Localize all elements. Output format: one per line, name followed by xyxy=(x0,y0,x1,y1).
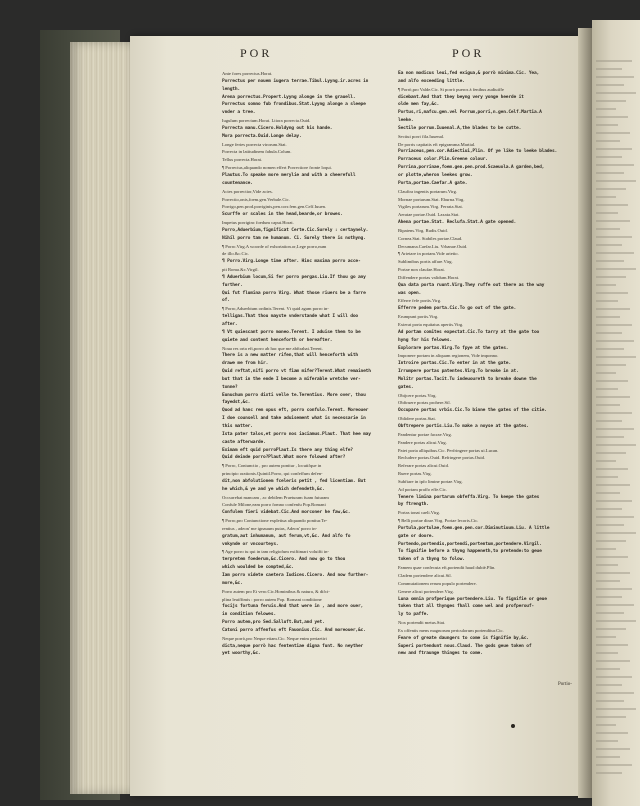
text-line: Obftrepere portis.Liu.To make a noyse at the gates. xyxy=(398,423,529,429)
text-line: more,&c. xyxy=(222,580,243,586)
next-page-text-trace xyxy=(596,156,622,158)
text-line: There is a new matter rifen,that will henceforth with xyxy=(222,353,358,359)
text-line: hyng for his felowes. xyxy=(398,337,452,343)
next-page-text-trace xyxy=(596,212,618,214)
next-page-text-trace xyxy=(596,508,622,510)
text-line: ly to paffe. xyxy=(398,612,429,618)
text-line: Confulem fieri videbat.Cic.And morconer he faw,&c. xyxy=(222,510,351,516)
text-line: Nox portendit metus.Stat. xyxy=(398,620,446,626)
text-line: dicta,neque porrò hac fententiae digna funt. No neyther xyxy=(222,643,364,649)
running-head-left: POR xyxy=(240,46,273,60)
text-line: he which,& ye and ye which defendeth,&c. xyxy=(222,486,325,492)
text-line: Luna omnia profperique portendere.Liu. To fignifie or geue xyxy=(398,596,547,602)
text-line: token of a thyng to folow. xyxy=(398,557,465,563)
text-line: Mornae portarum.Stat. Eburna.Virg. xyxy=(398,196,465,202)
text-line: Porro autem pro Et vero.Cic.Hominibus & natura, & difci- xyxy=(222,588,330,594)
next-page-text-trace xyxy=(596,236,632,238)
text-line: vnder a tree. xyxy=(222,110,256,116)
text-line: ¶ Porro.Virg.Longe time after. Hinc maxima porro acce- xyxy=(222,259,361,265)
text-line: ¶ Aduerbium locum,Si fer porro pergas.Liu.If thou go any xyxy=(222,274,366,280)
text-line: Arena porrectus.Propert.Lyyng alonge in the grauell. xyxy=(222,94,356,100)
next-page-text-trace xyxy=(596,140,620,142)
text-line: Ruere portas.Virg. xyxy=(398,471,432,477)
next-page-text-trace xyxy=(596,532,636,534)
text-line: further. xyxy=(222,282,243,288)
text-line: de illo.&c.Cic. xyxy=(222,251,250,257)
text-line: Scurffe or scales in the head,bearde,or browes. xyxy=(222,212,343,218)
text-line: Quid deinde porro?Plaut.What more folowed after? xyxy=(222,455,346,461)
next-page-text-trace xyxy=(596,260,624,262)
text-line: Porrigo,pen.prod.porriginis,pen.corr.fem.gen.Celf.Iuuen. xyxy=(222,204,327,210)
text-line: Bipatens.Virg. Rudis.Ouid. xyxy=(398,227,448,233)
next-page-text-trace xyxy=(596,420,622,422)
text-line: ¶ Porro, Coniunctio , pro autem ponitur , locutifque in xyxy=(222,463,322,469)
text-line: Introire portas.Cic.To enter in at the gate. xyxy=(398,361,511,367)
next-page-text-trace xyxy=(596,68,622,70)
text-line: Ante fores porrectus.Horat. xyxy=(222,71,273,76)
next-page-text-trace xyxy=(596,100,626,102)
text-line: Sublimibus portis affare.Virg. xyxy=(398,259,453,265)
next-page-text-trace xyxy=(596,172,624,174)
text-line: I doe counsell and take aduisement what is necessarie in xyxy=(222,416,366,422)
text-line: ¶ Porro.Virg.A woorde of exhortation.or,Lege porro,num xyxy=(222,243,327,249)
text-line: Porro,Aduerbium,fignificat Certe.Cic.Surely : certaynely. xyxy=(222,227,369,233)
text-line: Longe feries porrecta virorum.Stat. xyxy=(222,141,287,147)
next-page-text-trace xyxy=(596,292,628,294)
next-page-text-trace xyxy=(596,340,634,342)
next-page-text-trace xyxy=(596,116,628,118)
text-line: Catoni porro affenfus eft Fauonius.Cic. And moreouer,&c. xyxy=(222,627,366,633)
next-page-text-trace xyxy=(596,188,626,190)
ink-dot xyxy=(511,724,515,728)
text-line: Porrecta in latitudinem fabula.Colum. xyxy=(222,149,292,155)
next-page-text-trace xyxy=(596,636,616,638)
next-page-text-trace xyxy=(596,124,618,126)
next-page-text-trace xyxy=(596,492,620,494)
text-line: Sectile porrum.Iuuenal.A,the blades to be cutte. xyxy=(398,125,522,131)
next-page-text-trace xyxy=(596,84,624,86)
text-line: drawe me from hir. xyxy=(222,361,269,367)
next-page-text-trace xyxy=(596,364,626,366)
text-line: leeke. xyxy=(398,118,414,124)
next-page-text-trace xyxy=(596,628,626,630)
text-line: which woulded be compted,&c. xyxy=(222,565,294,571)
text-line: Noua res orta eft,porro ab hac que me abftrahat.Terent. xyxy=(222,345,323,351)
text-line: Ad portam comites expectat.Cic.To tarry at the gate too xyxy=(398,329,540,335)
next-page-text-trace xyxy=(596,572,630,574)
text-line: Obftruere portas prohere.Sil. xyxy=(398,400,451,406)
text-line: ¶ Porrò,pro Valde.Cic. Si porrò pueros à fenibus audiuiffe xyxy=(398,86,504,92)
next-page-text-trace xyxy=(596,516,634,518)
text-line: Commutationem rerum populo portendere. xyxy=(398,580,477,586)
text-line: Ista pater talos,et porro nos iaciamus.Plaut. That hee may xyxy=(222,431,371,437)
next-page-text-trace xyxy=(596,564,618,566)
text-line: principio orationis.Quintil.Porro, qui confeffum defen- xyxy=(222,471,323,477)
next-page-text-trace xyxy=(596,556,628,558)
text-line: Subftare in ipfo limine portae.Virg. xyxy=(398,478,463,484)
next-page-text-trace xyxy=(596,108,616,110)
text-line: Oblidere portas.Stat. xyxy=(398,416,436,422)
next-page-text-trace xyxy=(596,476,618,478)
left-column xyxy=(222,70,400,658)
text-line: this matter. xyxy=(222,423,253,429)
text-line: Quod ad hanc rem opus eft, porro confulo.Terent. Moreouer xyxy=(222,408,369,414)
text-line: but that in the ende I become a miferable wretche ver- xyxy=(222,376,361,382)
text-line: Porrectus somno fub frondibus.Stat.Lyyng alonge a sleepe xyxy=(222,102,366,108)
right-page-edge xyxy=(592,20,640,806)
next-page-text-trace xyxy=(596,276,626,278)
text-line: Aeratae portae.Ouid. Laxata.Stat. xyxy=(398,212,460,218)
text-line: was open. xyxy=(398,290,422,296)
next-page-text-trace xyxy=(596,220,630,222)
next-page-text-trace xyxy=(596,708,636,710)
next-page-text-trace xyxy=(596,444,636,446)
text-line: pit Roma.&c.Virgil. xyxy=(222,267,259,273)
text-line: Ad portam praffo effe.Cic. xyxy=(398,486,447,492)
text-line: Recludere portas.Ouid. Refringere portas.Ouid. xyxy=(398,455,486,461)
next-page-text-trace xyxy=(596,92,636,94)
next-page-text-trace xyxy=(596,460,616,462)
next-page-text-trace xyxy=(596,436,624,438)
next-page-text-trace xyxy=(596,764,632,766)
text-line: Portula,portulae,foem.gen.pen.cor.Diminutiuum.Liu. A little xyxy=(398,525,550,531)
next-page-text-trace xyxy=(596,588,632,590)
right-column xyxy=(398,70,576,658)
text-line: after. xyxy=(222,322,238,327)
next-page-text-trace xyxy=(596,484,630,486)
next-page-text-trace xyxy=(596,76,634,78)
text-line: telligas.That thou mayste vnderstande what I will doo xyxy=(222,314,358,320)
text-line: Feare of greate daungers to come is fignifie by,&c. xyxy=(398,635,529,641)
text-line: Ex offentis mens magnorum periculorum portenditur.Cic. xyxy=(398,627,504,633)
text-line: of. xyxy=(222,298,230,304)
next-page-text-trace xyxy=(596,324,632,326)
next-page-text-trace xyxy=(596,372,616,374)
text-line: Occupare portas vrbis.Cic.To binne the gates of the citie. xyxy=(398,408,547,414)
next-page-text-trace xyxy=(596,604,634,606)
text-line: Efferre pedem porta.Cic.To go out of the gate. xyxy=(398,306,517,312)
text-line: gate or doore. xyxy=(398,533,434,539)
text-line: Iam porro videte caetera Iudices.Cicero. And now further- xyxy=(222,573,369,578)
text-line: olde men fay,&c. xyxy=(398,102,440,108)
next-page-text-trace xyxy=(596,548,616,550)
next-page-text-trace xyxy=(596,380,628,382)
text-line: Decumana.Caefar.Liu. Vrbanae.Ouid. xyxy=(398,243,468,249)
text-line: fayedst,&c. xyxy=(222,400,251,406)
text-line: gates. xyxy=(398,384,414,390)
text-line: Eunuchum porro dixti velle te.Terentius. More over, thou xyxy=(222,392,366,398)
text-line: Efferre fefe portis.Virg. xyxy=(398,298,442,304)
text-line: Irrumpere portas patentes.Virg.To breake in at. xyxy=(398,369,519,375)
text-line: Diffendere portas validum.Horat. xyxy=(398,274,460,280)
text-line: vnkynde or vncourteys. xyxy=(222,541,279,547)
text-line: Porraceus color.Plin.Greene colour. xyxy=(398,157,488,163)
text-line: quiete and content henceforth or hereafter. xyxy=(222,337,333,343)
next-page-text-trace xyxy=(596,732,628,734)
next-page-text-trace xyxy=(596,676,632,678)
next-page-text-trace xyxy=(596,148,632,150)
next-page-text-trace xyxy=(596,500,632,502)
text-line: and alfo exceeding little. xyxy=(398,78,465,84)
text-line: Qua data porta ruunt.Virg.They ruffe out there as the way xyxy=(398,282,545,288)
text-line: Ea non modicus leui,fed exigua,& porrò minima.Cic. Yea, xyxy=(398,71,540,76)
next-page-text-trace xyxy=(596,300,618,302)
next-page-text-trace xyxy=(596,724,616,726)
text-line: Tenere limina portarum obfeffa.Virg. To keepe the gates xyxy=(398,494,540,500)
text-line: Famem quae confecuta eft,portendit haud dubiè.Plin. xyxy=(398,565,496,571)
text-line: tonne? xyxy=(222,384,238,390)
text-line: terpretem foederum,&c.Cicero. And now go to thou xyxy=(222,557,346,563)
text-line: ¶ Arietare in portam.Vide arietio. xyxy=(398,251,459,257)
next-page-text-trace xyxy=(596,740,618,742)
text-line: Porrina,porrinae,foem.gen.pen.prod.Scaeuola.A garden,bed, xyxy=(398,165,545,171)
text-line: token that all thynges fhall come wel and profperouf- xyxy=(398,604,534,610)
next-page-text-trace xyxy=(596,540,626,542)
text-line: Porro autem,pro Sed.Salluft.But,and yet. xyxy=(222,620,325,626)
next-page-text-trace xyxy=(596,284,616,286)
text-line: ¶ Age porro tu qui in tam religiofum exiftimari voluifti in- xyxy=(222,549,329,555)
text-line: yet woorthy,&c. xyxy=(222,651,261,657)
text-line: Explorare portas.Virg.To fpye at the gates. xyxy=(398,345,509,351)
next-page-text-trace xyxy=(596,772,622,774)
next-page-text-trace xyxy=(596,716,626,718)
text-line: in condition felowes. xyxy=(222,612,276,618)
text-line: Patet porta alliquibus.Cic. Perfringere portas ui.Lucan. xyxy=(398,447,499,453)
next-page-text-trace xyxy=(596,700,624,702)
text-line: Referare portas alicui.Ouid. xyxy=(398,463,450,469)
text-line: Qui fut flumina porro Virg. What those riuers be a farre xyxy=(222,290,366,296)
next-page-text-trace xyxy=(596,252,634,254)
text-line: Porrectio,onis,foem.gen.Verbale.Cic. xyxy=(222,196,290,202)
text-line: Eximam eft quid porroPlaut.Is there any thing elfe? xyxy=(222,447,353,453)
text-line: ¶ Porro,pro Coniunctione expletiua aliquando ponitur.Te- xyxy=(222,518,328,524)
next-page-text-trace xyxy=(596,748,630,750)
next-page-text-trace xyxy=(596,204,628,206)
next-page-text-trace xyxy=(596,244,622,246)
next-page-text-trace xyxy=(596,228,620,230)
text-line: or plotte,wheron leekes grow. xyxy=(398,172,473,178)
text-line: ¶ Porrectus,aliquando nomen effert Porrectiore fronte loqui. xyxy=(222,165,332,171)
text-line: by ftrength. xyxy=(398,502,429,508)
text-line: Plautus.To speake more merylie and with a cheerefull xyxy=(222,172,356,178)
text-line: De porris capitatis eft epigramma.Martial. xyxy=(398,141,476,147)
text-line: rentius , adeon' me ignauum putas, Adeon' porro in- xyxy=(222,525,318,531)
text-line: Porta,portae.Caefar.A gate. xyxy=(398,180,468,186)
text-line: Quid reftat,nifi porro vt fiam mifer?Terent.What remaineth xyxy=(222,369,371,375)
next-page-text-trace xyxy=(596,756,620,758)
text-line: Impetus porriginc foedum caput.Horat. xyxy=(222,220,294,226)
next-page-text-trace xyxy=(596,356,636,358)
text-line: To fignifie before a thyng happeneth,to pretende:to geue xyxy=(398,549,542,555)
text-line: Exierat porta equitatus apertis.Virg. xyxy=(398,322,464,327)
text-line: Acies porrectior,Vide acies. xyxy=(222,188,273,194)
text-line: Claufira ingentis portarum.Virg. xyxy=(398,188,458,194)
text-line: Ahena portae.Stat. Reclufa.Stat.A gate opened. xyxy=(398,220,517,226)
text-line: Pandere portas alicui.Virg. xyxy=(398,439,447,445)
text-line: length. xyxy=(222,86,240,92)
text-line: Porrectus per nouem iugera terrae.Tibul.Lyyng.ir.acres in xyxy=(222,78,369,84)
next-page-text-trace xyxy=(596,348,624,350)
next-page-text-trace xyxy=(596,308,630,310)
text-line: Iugulum porrectum.Horat. Litora porrecta.Ouid. xyxy=(222,118,311,124)
text-line: caste afterwarde. xyxy=(222,439,266,445)
next-page-text-trace xyxy=(596,644,628,646)
next-page-text-trace xyxy=(596,652,618,654)
catchword: Portio- xyxy=(558,682,572,687)
text-line: Cladem portendere alicui.Sil. xyxy=(398,573,452,578)
text-line: countenance. xyxy=(222,180,253,186)
next-page-text-trace xyxy=(596,404,620,406)
text-line: Porriaceus,pen.cor.Adiectiui,Plin. Of ye like to leeke blades. xyxy=(398,149,558,155)
text-line: new and ftraunge thinges to come. xyxy=(398,651,483,657)
text-line: Cornea.Stat. Stabiles portae.Claud. xyxy=(398,235,463,241)
next-page-text-trace xyxy=(596,668,620,670)
text-line: gratum,aut inhumanum, aut ferum,vt,&c. And alfo fo xyxy=(222,533,351,539)
text-line: Portae non claufae.Horat. xyxy=(398,267,445,273)
running-head-right: POR xyxy=(452,46,485,60)
next-page-text-trace xyxy=(596,684,622,686)
text-line: Occurrebat mancam , ac debilem Praeturam fuam futuram xyxy=(222,494,329,500)
text-line: Pandentur portae facrae.Virg. xyxy=(398,431,452,437)
next-page-text-trace xyxy=(596,164,634,166)
text-line: Molitr portas.Tacit.Tu indeuoureth to breake downe the xyxy=(398,376,537,382)
text-line: plina leuiffimis : porro autem Pop. Romani conditione xyxy=(222,596,322,602)
next-page-text-trace xyxy=(596,452,626,454)
text-line: Genere alicui portendere.Virg. xyxy=(398,588,454,594)
text-line: Neque porrò,pro Neque etiam.Cic. Neque enim periaetiri xyxy=(222,635,327,641)
next-page-text-trace xyxy=(596,596,622,598)
next-page-text-trace xyxy=(596,660,630,662)
next-page-text-trace xyxy=(596,524,624,526)
next-page-text-trace xyxy=(596,620,636,622)
text-line: Sectiui porri fila.Iuuenal. xyxy=(398,133,445,139)
text-line: Obijcere portas.Virg. xyxy=(398,392,437,398)
text-line: Confule Milone,eam porro fomno confenfu Pop.Romani xyxy=(222,502,326,508)
next-page-text-trace xyxy=(596,316,620,318)
next-page-text-trace xyxy=(596,468,628,470)
next-page-text-trace xyxy=(596,612,624,614)
text-line: Tellus porrecta.Horat. xyxy=(222,157,263,163)
text-line: Portendo,portendis,portendi,portentum,portendere.Virgil. xyxy=(398,541,542,547)
next-page-text-trace xyxy=(596,60,632,62)
text-line: dicebant.And that they beyng very yonge heerde it xyxy=(398,94,524,100)
next-page-text-trace xyxy=(596,132,630,134)
next-page-text-trace xyxy=(596,396,630,398)
next-page-text-trace xyxy=(596,196,616,198)
text-line: Mora porrecta.Ouid.Longe delay. xyxy=(222,133,302,139)
text-line: Portus,ri,mafcu.gen.vel Porrum,porri,n.gen.Celf.Martia.A xyxy=(398,110,542,116)
next-page-text-trace xyxy=(596,692,634,694)
next-page-text-trace xyxy=(596,268,636,270)
text-line: Superi portendunt nous.Claud. The gods geue token of xyxy=(398,643,532,649)
text-line: dit,non abfolutionem fceleris petit , fed licentiam. But xyxy=(222,478,366,484)
next-page-text-trace xyxy=(596,428,634,430)
text-line: Porrecta manu.Cicero.Holdyng out his hande. xyxy=(222,125,333,131)
text-line: Nihil porro tam ne humanum. Ci. Surely there is nothyng. xyxy=(222,235,366,241)
text-line: ¶ Belli portae dirae.Virg. Portae lecoris.Cic. xyxy=(398,518,479,524)
text-line: Imponere portam in aliquam regionem, Vide imponno. xyxy=(398,353,499,359)
text-line: ¶ Porro,Aduerbium ordinis.Terent. Vt quid agam porro in- xyxy=(222,306,329,312)
text-line: focijs fortuna feruis.And that were in , and more ouer, xyxy=(222,604,364,610)
text-line: Erumpunt portis.Virg. xyxy=(398,314,439,320)
next-page-text-trace xyxy=(596,332,622,334)
text-line: Portas tonat caeli.Virg. xyxy=(398,510,440,516)
next-page-text-trace xyxy=(596,412,632,414)
next-page-text-trace xyxy=(596,180,636,182)
text-line: Vigiles portarum.Virg. Ferrata.Stat. xyxy=(398,204,463,210)
next-page-text-trace xyxy=(596,388,618,390)
text-line: ¶ Vt quiescant porro moneo.Terent. I aduise them to be xyxy=(222,329,361,335)
next-page-text-trace xyxy=(596,580,620,582)
